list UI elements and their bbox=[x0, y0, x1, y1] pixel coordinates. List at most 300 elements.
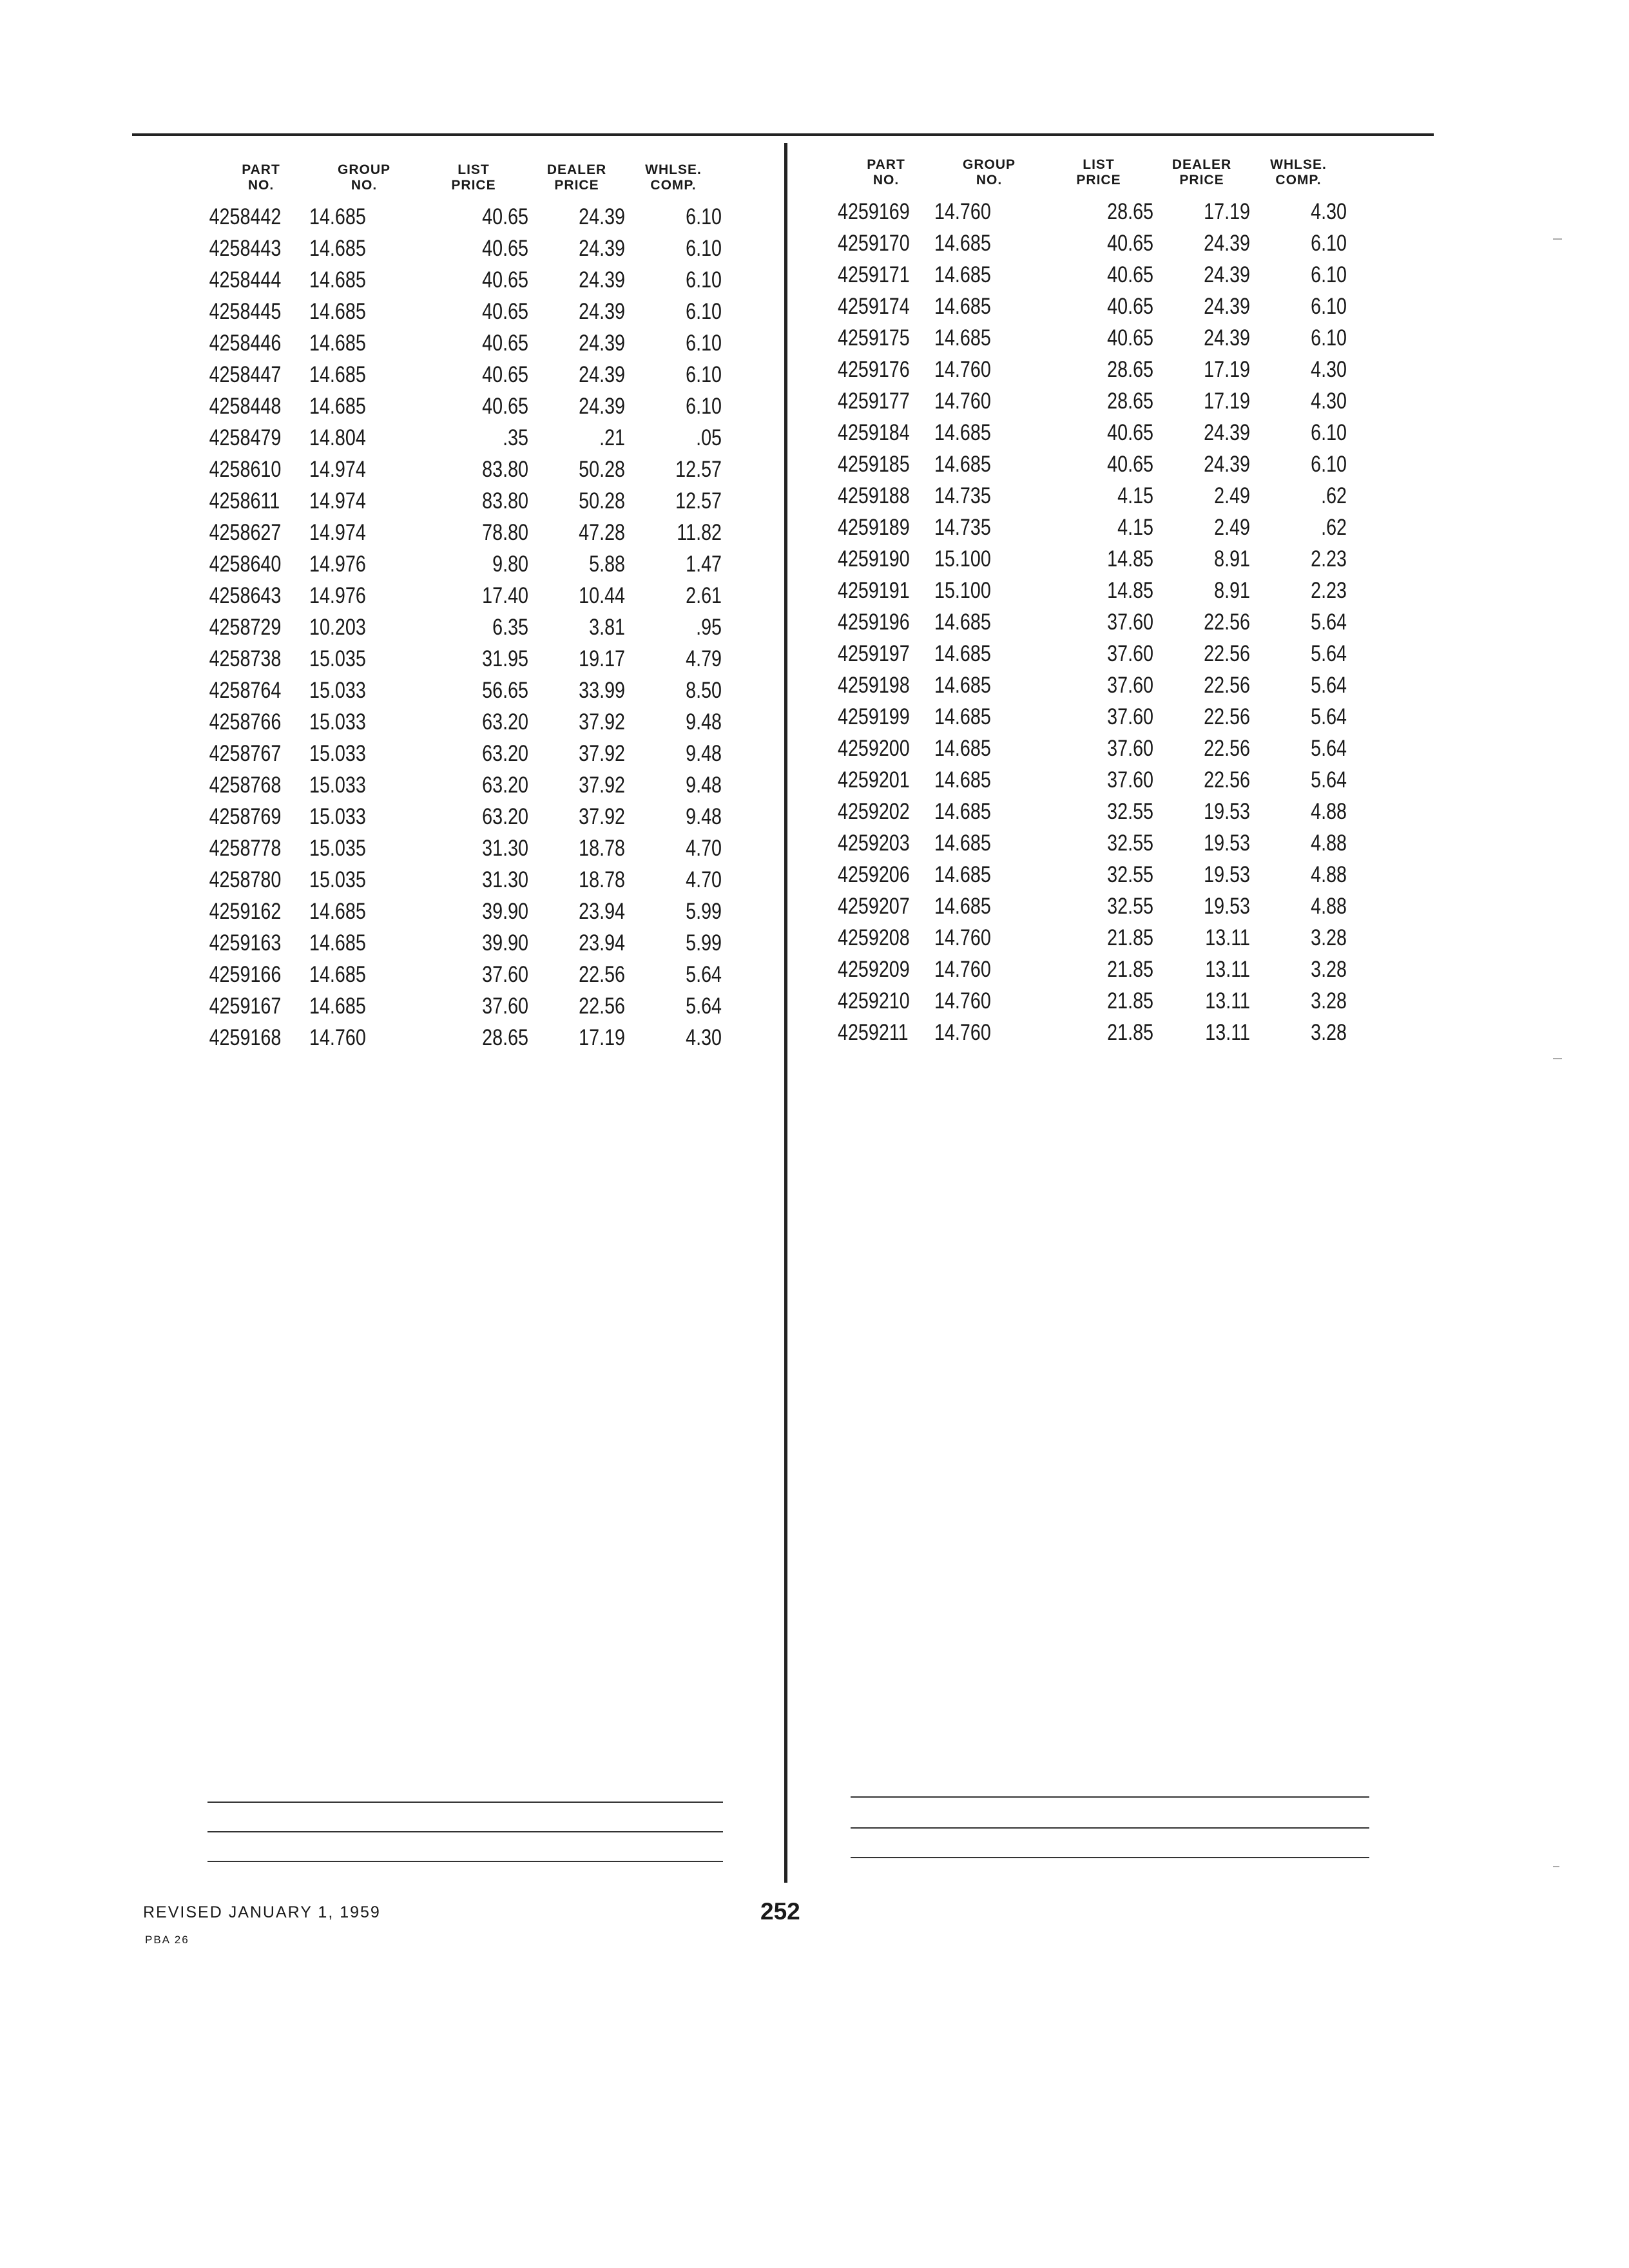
group-no-cell: 14.685 bbox=[934, 767, 991, 793]
part-no-cell: 4259207 bbox=[838, 894, 910, 919]
part-no-cell: 4258611 bbox=[209, 488, 280, 514]
group-no-cell: 14.974 bbox=[309, 520, 366, 545]
dealer-price-cell: 13.11 bbox=[1205, 925, 1250, 950]
dealer-price-cell: 10.44 bbox=[579, 583, 625, 608]
whlse-comp-cell: 6.10 bbox=[1311, 420, 1347, 445]
group-no-cell: 14.685 bbox=[309, 362, 366, 387]
dealer-price-cell: 24.39 bbox=[579, 394, 625, 419]
list-price-cell: 63.20 bbox=[482, 773, 528, 798]
table-row bbox=[838, 796, 1347, 827]
page-number: 252 bbox=[760, 1898, 800, 1925]
part-no-cell: 4258643 bbox=[209, 583, 282, 608]
group-no-cell: 14.760 bbox=[934, 389, 991, 414]
whlse-comp-cell: 4.88 bbox=[1311, 831, 1347, 856]
group-no-cell: 10.203 bbox=[309, 615, 366, 640]
whlse-comp-cell: .95 bbox=[696, 615, 722, 640]
list-price-cell: 37.60 bbox=[1107, 736, 1153, 761]
part-no-cell: 4259189 bbox=[838, 515, 910, 540]
group-no-cell: 14.685 bbox=[934, 452, 991, 477]
whlse-comp-cell: 4.70 bbox=[686, 867, 722, 892]
scan-mark bbox=[1553, 1058, 1562, 1059]
whlse-comp-cell: 6.10 bbox=[686, 204, 722, 229]
group-no-cell: 14.685 bbox=[934, 294, 991, 319]
table-row bbox=[838, 480, 1347, 512]
list-price-cell: 40.65 bbox=[482, 204, 528, 229]
group-no-cell: 14.685 bbox=[309, 267, 366, 293]
dealer-price-cell: 8.91 bbox=[1214, 578, 1250, 603]
dealer-price-cell: 5.88 bbox=[589, 552, 625, 577]
blank-entry-line bbox=[851, 1857, 1369, 1858]
dealer-price-cell: 23.94 bbox=[579, 899, 625, 924]
table-row bbox=[193, 548, 722, 580]
whlse-comp-cell: 6.10 bbox=[686, 362, 722, 387]
part-no-cell: 4258766 bbox=[209, 709, 282, 735]
table-row bbox=[838, 859, 1347, 890]
table-row bbox=[838, 354, 1347, 385]
part-no-cell: 4258443 bbox=[209, 236, 282, 261]
table-row bbox=[838, 638, 1347, 669]
dealer-price-cell: 50.28 bbox=[579, 457, 625, 482]
whlse-comp-cell: 6.10 bbox=[686, 331, 722, 356]
whlse-comp-cell: 6.10 bbox=[1311, 325, 1347, 351]
whlse-comp-cell: .62 bbox=[1321, 483, 1347, 508]
group-no-cell: 15.035 bbox=[309, 646, 366, 671]
whlse-comp-cell: 6.10 bbox=[1311, 262, 1347, 287]
table-row bbox=[838, 827, 1347, 859]
group-no-cell: 14.685 bbox=[934, 610, 991, 635]
part-no-cell: 4259196 bbox=[838, 610, 910, 635]
part-no-cell: 4259208 bbox=[838, 925, 910, 950]
dealer-price-cell: 13.11 bbox=[1205, 957, 1250, 982]
list-price-cell: 39.90 bbox=[482, 899, 528, 924]
group-no-cell: 14.685 bbox=[934, 736, 991, 761]
table-row bbox=[838, 890, 1347, 922]
blank-entry-line bbox=[207, 1861, 723, 1862]
whlse-comp-cell: 6.10 bbox=[686, 236, 722, 261]
scan-mark bbox=[1553, 1866, 1559, 1867]
table-row bbox=[838, 543, 1347, 575]
list-price-cell: 56.65 bbox=[482, 678, 528, 703]
whlse-comp-cell: 5.64 bbox=[1311, 641, 1347, 666]
part-no-cell: 4259206 bbox=[838, 862, 910, 887]
part-no-cell: 4259167 bbox=[209, 994, 282, 1019]
whlse-comp-cell: 4.88 bbox=[1311, 894, 1347, 919]
part-no-cell: 4259198 bbox=[838, 673, 910, 698]
table-row bbox=[838, 669, 1347, 701]
list-price-cell: 28.65 bbox=[482, 1025, 528, 1050]
list-price-cell: 63.20 bbox=[482, 804, 528, 829]
dealer-price-cell: 24.39 bbox=[579, 204, 625, 229]
whlse-comp-cell: 6.10 bbox=[1311, 452, 1347, 477]
list-price-cell: 63.20 bbox=[482, 741, 528, 766]
part-no-cell: 4259175 bbox=[838, 325, 910, 351]
table-row bbox=[838, 448, 1347, 480]
group-no-cell: 14.685 bbox=[934, 831, 991, 856]
dealer-price-cell: .21 bbox=[599, 425, 625, 450]
column-divider bbox=[784, 143, 787, 1883]
group-no-cell: 15.033 bbox=[309, 709, 366, 735]
table-row bbox=[193, 611, 722, 643]
table-row bbox=[193, 296, 722, 327]
part-no-cell: 4259191 bbox=[838, 578, 910, 603]
dealer-price-cell: 37.92 bbox=[579, 804, 625, 829]
dealer-price-cell: 19.17 bbox=[579, 646, 625, 671]
dealer-price-cell: 24.39 bbox=[1204, 294, 1250, 319]
group-no-cell: 14.685 bbox=[934, 862, 991, 887]
part-no-cell: 4259176 bbox=[838, 357, 910, 382]
blank-entry-line bbox=[851, 1827, 1369, 1829]
header-whlse-comp: WHLSE. COMP. bbox=[645, 162, 702, 193]
table-row bbox=[193, 832, 722, 864]
table-row bbox=[838, 733, 1347, 764]
group-no-cell: 14.760 bbox=[309, 1025, 366, 1050]
whlse-comp-cell: 11.82 bbox=[677, 520, 722, 545]
part-no-cell: 4259203 bbox=[838, 831, 910, 856]
group-no-cell: 14.685 bbox=[309, 899, 366, 924]
group-no-cell: 14.804 bbox=[309, 425, 366, 450]
right-rows bbox=[838, 196, 1347, 1048]
list-price-cell: 40.65 bbox=[482, 394, 528, 419]
dealer-price-cell: 17.19 bbox=[579, 1025, 625, 1050]
list-price-cell: 21.85 bbox=[1107, 957, 1153, 982]
group-no-cell: 14.685 bbox=[309, 331, 366, 356]
part-no-cell: 4258442 bbox=[209, 204, 282, 229]
table-row bbox=[838, 954, 1347, 985]
whlse-comp-cell: 6.10 bbox=[686, 267, 722, 293]
table-row bbox=[193, 264, 722, 296]
list-price-cell: 37.60 bbox=[1107, 767, 1153, 793]
dealer-price-cell: 22.56 bbox=[579, 962, 625, 987]
table-row bbox=[193, 485, 722, 517]
table-row bbox=[838, 764, 1347, 796]
list-price-cell: 17.40 bbox=[482, 583, 528, 608]
part-no-cell: 4258448 bbox=[209, 394, 282, 419]
list-price-cell: 32.55 bbox=[1107, 862, 1153, 887]
dealer-price-cell: 24.39 bbox=[579, 236, 625, 261]
list-price-cell: 40.65 bbox=[1107, 452, 1153, 477]
group-no-cell: 14.685 bbox=[934, 420, 991, 445]
part-no-cell: 4259168 bbox=[209, 1025, 282, 1050]
group-no-cell: 14.685 bbox=[309, 299, 366, 324]
blank-entry-line bbox=[207, 1831, 723, 1832]
table-row bbox=[838, 606, 1347, 638]
dealer-price-cell: 37.92 bbox=[579, 773, 625, 798]
table-row bbox=[193, 422, 722, 454]
part-no-cell: 4259177 bbox=[838, 389, 910, 414]
table-row bbox=[838, 196, 1347, 227]
part-no-cell: 4258767 bbox=[209, 741, 282, 766]
table-row bbox=[193, 738, 722, 769]
table-row bbox=[193, 359, 722, 390]
part-no-cell: 4259166 bbox=[209, 962, 282, 987]
whlse-comp-cell: 5.99 bbox=[686, 899, 722, 924]
part-no-cell: 4259200 bbox=[838, 736, 910, 761]
list-price-cell: 21.85 bbox=[1107, 925, 1153, 950]
dealer-price-cell: 8.91 bbox=[1214, 546, 1250, 572]
scan-mark bbox=[1553, 238, 1562, 240]
dealer-price-cell: 19.53 bbox=[1204, 894, 1250, 919]
list-price-cell: .35 bbox=[503, 425, 528, 450]
group-no-cell: 14.974 bbox=[309, 457, 366, 482]
table-row bbox=[193, 801, 722, 832]
table-row bbox=[193, 1022, 722, 1053]
table-row bbox=[838, 227, 1347, 259]
part-no-cell: 4258729 bbox=[209, 615, 282, 640]
header-whlse-comp: WHLSE. COMP. bbox=[1270, 157, 1327, 187]
whlse-comp-cell: 9.48 bbox=[686, 804, 722, 829]
table-row bbox=[193, 896, 722, 927]
table-row bbox=[193, 927, 722, 959]
dealer-price-cell: 37.92 bbox=[579, 709, 625, 735]
dealer-price-cell: 50.28 bbox=[579, 488, 625, 514]
list-price-cell: 28.65 bbox=[1107, 357, 1153, 382]
group-no-cell: 14.760 bbox=[934, 199, 991, 224]
table-row bbox=[838, 575, 1347, 606]
list-price-cell: 6.35 bbox=[492, 615, 528, 640]
group-no-cell: 15.033 bbox=[309, 773, 366, 798]
part-no-cell: 4259162 bbox=[209, 899, 282, 924]
dealer-price-cell: 24.39 bbox=[1204, 452, 1250, 477]
list-price-cell: 78.80 bbox=[482, 520, 528, 545]
part-no-cell: 4259197 bbox=[838, 641, 910, 666]
part-no-cell: 4258778 bbox=[209, 836, 282, 861]
right-header-row bbox=[838, 147, 1347, 188]
whlse-comp-cell: 9.48 bbox=[686, 709, 722, 735]
whlse-comp-cell: .62 bbox=[1321, 515, 1347, 540]
whlse-comp-cell: 3.28 bbox=[1311, 925, 1347, 950]
part-no-cell: 4259188 bbox=[838, 483, 910, 508]
list-price-cell: 4.15 bbox=[1117, 515, 1153, 540]
dealer-price-cell: 33.99 bbox=[579, 678, 625, 703]
whlse-comp-cell: 4.30 bbox=[686, 1025, 722, 1050]
table-row bbox=[193, 233, 722, 264]
whlse-comp-cell: 3.28 bbox=[1311, 957, 1347, 982]
group-no-cell: 14.685 bbox=[934, 894, 991, 919]
left-price-table bbox=[193, 152, 722, 1053]
list-price-cell: 37.60 bbox=[1107, 610, 1153, 635]
blank-entry-line bbox=[851, 1796, 1369, 1798]
header-dealer-price: DEALER PRICE bbox=[1171, 157, 1232, 187]
whlse-comp-cell: 2.61 bbox=[686, 583, 722, 608]
table-row bbox=[193, 706, 722, 738]
whlse-comp-cell: 5.64 bbox=[1311, 704, 1347, 729]
group-no-cell: 14.685 bbox=[309, 994, 366, 1019]
part-no-cell: 4258768 bbox=[209, 773, 282, 798]
group-no-cell: 14.976 bbox=[309, 583, 366, 608]
dealer-price-cell: 23.94 bbox=[579, 930, 625, 956]
group-no-cell: 14.685 bbox=[309, 930, 366, 956]
table-row bbox=[838, 259, 1347, 291]
dealer-price-cell: 18.78 bbox=[579, 836, 625, 861]
list-price-cell: 83.80 bbox=[482, 457, 528, 482]
dealer-price-cell: 18.78 bbox=[579, 867, 625, 892]
whlse-comp-cell: .05 bbox=[696, 425, 722, 450]
dealer-price-cell: 22.56 bbox=[1204, 610, 1250, 635]
list-price-cell: 40.65 bbox=[482, 299, 528, 324]
group-no-cell: 14.685 bbox=[934, 704, 991, 729]
table-row bbox=[193, 454, 722, 485]
dealer-price-cell: 24.39 bbox=[1204, 325, 1250, 351]
left-header-row bbox=[193, 152, 722, 193]
revised-date: REVISED JANUARY 1, 1959 bbox=[143, 1903, 381, 1921]
dealer-price-cell: 24.39 bbox=[579, 362, 625, 387]
whlse-comp-cell: 5.64 bbox=[686, 962, 722, 987]
table-row bbox=[193, 390, 722, 422]
dealer-price-cell: 19.53 bbox=[1204, 831, 1250, 856]
part-no-cell: 4258627 bbox=[209, 520, 282, 545]
list-price-cell: 40.65 bbox=[1107, 325, 1153, 351]
table-row bbox=[838, 385, 1347, 417]
list-price-cell: 14.85 bbox=[1107, 546, 1153, 572]
list-price-cell: 40.65 bbox=[482, 362, 528, 387]
group-no-cell: 14.685 bbox=[309, 394, 366, 419]
whlse-comp-cell: 4.30 bbox=[1311, 389, 1347, 414]
part-no-cell: 4258780 bbox=[209, 867, 282, 892]
left-rows bbox=[193, 201, 722, 1053]
part-no-cell: 4259184 bbox=[838, 420, 910, 445]
part-no-cell: 4259170 bbox=[838, 231, 910, 256]
group-no-cell: 14.685 bbox=[934, 325, 991, 351]
list-price-cell: 40.65 bbox=[482, 236, 528, 261]
list-price-cell: 40.65 bbox=[482, 331, 528, 356]
dealer-price-cell: 17.19 bbox=[1204, 389, 1250, 414]
group-no-cell: 14.685 bbox=[934, 262, 991, 287]
table-row bbox=[838, 512, 1347, 543]
part-no-cell: 4259190 bbox=[838, 546, 910, 572]
list-price-cell: 21.85 bbox=[1107, 988, 1153, 1014]
header-group-no: GROUP NO. bbox=[337, 162, 390, 193]
whlse-comp-cell: 4.88 bbox=[1311, 862, 1347, 887]
part-no-cell: 4258447 bbox=[209, 362, 282, 387]
part-no-cell: 4258738 bbox=[209, 646, 282, 671]
part-no-cell: 4259201 bbox=[838, 767, 910, 793]
part-no-cell: 4258446 bbox=[209, 331, 282, 356]
whlse-comp-cell: 5.64 bbox=[1311, 610, 1347, 635]
right-price-table bbox=[838, 147, 1347, 1048]
group-no-cell: 14.974 bbox=[309, 488, 366, 514]
list-price-cell: 32.55 bbox=[1107, 831, 1153, 856]
list-price-cell: 32.55 bbox=[1107, 894, 1153, 919]
dealer-price-cell: 24.39 bbox=[1204, 231, 1250, 256]
dealer-price-cell: 13.11 bbox=[1205, 988, 1250, 1014]
list-price-cell: 32.55 bbox=[1107, 799, 1153, 824]
whlse-comp-cell: 1.47 bbox=[686, 552, 722, 577]
group-no-cell: 15.035 bbox=[309, 867, 366, 892]
whlse-comp-cell: 4.30 bbox=[1311, 199, 1347, 224]
list-price-cell: 40.65 bbox=[1107, 262, 1153, 287]
group-no-cell: 15.035 bbox=[309, 836, 366, 861]
table-row bbox=[193, 769, 722, 801]
table-row bbox=[193, 990, 722, 1022]
whlse-comp-cell: 5.64 bbox=[686, 994, 722, 1019]
group-no-cell: 14.760 bbox=[934, 988, 991, 1014]
list-price-cell: 37.60 bbox=[1107, 673, 1153, 698]
group-no-cell: 14.685 bbox=[934, 231, 991, 256]
group-no-cell: 15.033 bbox=[309, 741, 366, 766]
table-row bbox=[838, 701, 1347, 733]
whlse-comp-cell: 5.64 bbox=[1311, 767, 1347, 793]
group-no-cell: 14.760 bbox=[934, 1020, 991, 1045]
list-price-cell: 40.65 bbox=[1107, 420, 1153, 445]
dealer-price-cell: 24.39 bbox=[1204, 420, 1250, 445]
header-part-no: PART NO. bbox=[867, 157, 905, 187]
list-price-cell: 31.95 bbox=[482, 646, 528, 671]
dealer-price-cell: 22.56 bbox=[1204, 673, 1250, 698]
whlse-comp-cell: 6.10 bbox=[686, 394, 722, 419]
dealer-price-cell: 2.49 bbox=[1214, 483, 1250, 508]
whlse-comp-cell: 9.48 bbox=[686, 773, 722, 798]
part-no-cell: 4259202 bbox=[838, 799, 910, 824]
header-group-no: GROUP NO. bbox=[962, 157, 1016, 187]
part-no-cell: 4258640 bbox=[209, 552, 282, 577]
table-row bbox=[838, 922, 1347, 954]
table-row bbox=[838, 322, 1347, 354]
dealer-price-cell: 37.92 bbox=[579, 741, 625, 766]
group-no-cell: 14.760 bbox=[934, 957, 991, 982]
part-no-cell: 4258479 bbox=[209, 425, 282, 450]
whlse-comp-cell: 3.28 bbox=[1311, 988, 1347, 1014]
part-no-cell: 4259171 bbox=[838, 262, 910, 287]
part-no-cell: 4259163 bbox=[209, 930, 282, 956]
whlse-comp-cell: 4.70 bbox=[686, 836, 722, 861]
whlse-comp-cell: 2.23 bbox=[1311, 546, 1347, 572]
header-list-price: LIST PRICE bbox=[1076, 157, 1121, 187]
dealer-price-cell: 22.56 bbox=[1204, 767, 1250, 793]
dealer-price-cell: 22.56 bbox=[1204, 736, 1250, 761]
list-price-cell: 28.65 bbox=[1107, 199, 1153, 224]
dealer-price-cell: 24.39 bbox=[579, 299, 625, 324]
list-price-cell: 14.85 bbox=[1107, 578, 1153, 603]
part-no-cell: 4258769 bbox=[209, 804, 282, 829]
dealer-price-cell: 19.53 bbox=[1204, 799, 1250, 824]
whlse-comp-cell: 8.50 bbox=[686, 678, 722, 703]
part-no-cell: 4259199 bbox=[838, 704, 910, 729]
list-price-cell: 31.30 bbox=[482, 867, 528, 892]
form-code: PBA 26 bbox=[145, 1934, 189, 1946]
dealer-price-cell: 24.39 bbox=[1204, 262, 1250, 287]
whlse-comp-cell: 5.99 bbox=[686, 930, 722, 956]
table-row bbox=[193, 580, 722, 611]
group-no-cell: 15.033 bbox=[309, 804, 366, 829]
table-row bbox=[193, 675, 722, 706]
whlse-comp-cell: 4.79 bbox=[686, 646, 722, 671]
whlse-comp-cell: 4.30 bbox=[1311, 357, 1347, 382]
whlse-comp-cell: 12.57 bbox=[675, 488, 722, 514]
whlse-comp-cell: 12.57 bbox=[675, 457, 722, 482]
header-dealer-price: DEALER PRICE bbox=[546, 162, 607, 193]
dealer-price-cell: 24.39 bbox=[579, 267, 625, 293]
part-no-cell: 4259210 bbox=[838, 988, 910, 1014]
table-row bbox=[838, 1017, 1347, 1048]
whlse-comp-cell: 2.23 bbox=[1311, 578, 1347, 603]
table-row bbox=[193, 201, 722, 233]
dealer-price-cell: 22.56 bbox=[579, 994, 625, 1019]
dealer-price-cell: 24.39 bbox=[579, 331, 625, 356]
list-price-cell: 28.65 bbox=[1107, 389, 1153, 414]
dealer-price-cell: 13.11 bbox=[1205, 1020, 1250, 1045]
list-price-cell: 31.30 bbox=[482, 836, 528, 861]
table-row bbox=[193, 643, 722, 675]
whlse-comp-cell: 6.10 bbox=[1311, 231, 1347, 256]
group-no-cell: 14.685 bbox=[934, 673, 991, 698]
table-row bbox=[838, 417, 1347, 448]
part-no-cell: 4258764 bbox=[209, 678, 282, 703]
table-row bbox=[193, 517, 722, 548]
dealer-price-cell: 3.81 bbox=[589, 615, 625, 640]
whlse-comp-cell: 3.28 bbox=[1311, 1020, 1347, 1045]
dealer-price-cell: 17.19 bbox=[1204, 357, 1250, 382]
top-rule bbox=[132, 133, 1434, 136]
